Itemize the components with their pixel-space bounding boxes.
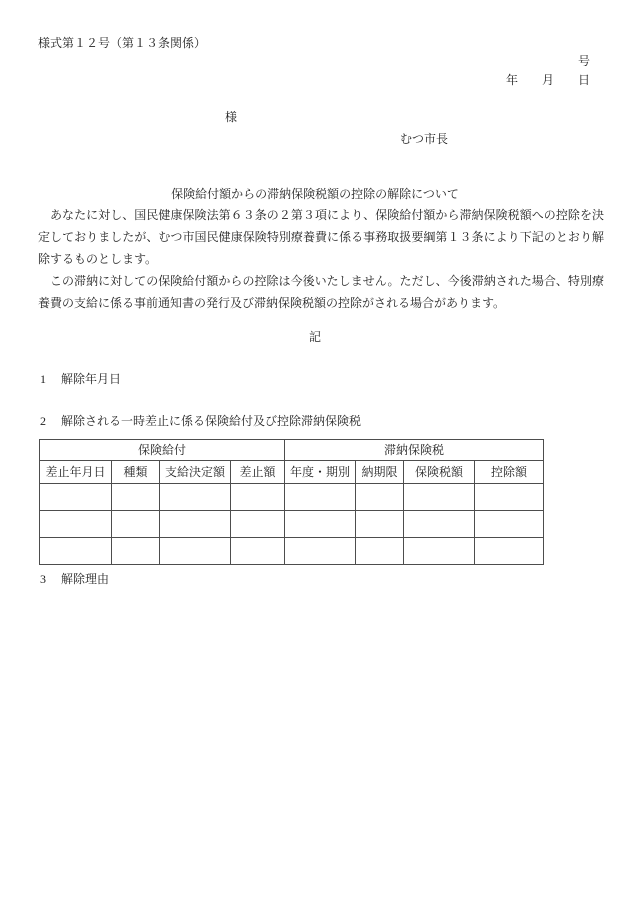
doc-number-label: 号 [577, 54, 590, 68]
col-header-stop-date: 差止年月日 [40, 461, 112, 484]
table-empty-cell [475, 511, 544, 538]
item-1-number: 1 [40, 372, 46, 386]
table-empty-row [40, 511, 544, 538]
table-empty-cell [231, 511, 285, 538]
table-empty-cell [404, 538, 475, 565]
table-body [40, 484, 544, 565]
table-empty-cell [285, 484, 356, 511]
table-empty-cell [160, 484, 231, 511]
table-empty-cell [404, 511, 475, 538]
paragraph-1: あなたに対し、国民健康保険法第６３条の２第３項により、保険給付額から滞納保険税額への控除を決定しておりましたが、むつ市国民健康保険特別療養費に係る事務取扱要綱第１３条により下記のとおり解除するものとします。 [38, 208, 604, 266]
table-empty-cell [356, 511, 404, 538]
col-header-stopped-amount: 差止額 [231, 461, 285, 484]
table-empty-row [40, 484, 544, 511]
date-day-label: 日 [577, 73, 590, 87]
col-header-fiscal-period: 年度・期別 [285, 461, 356, 484]
col-header-decided-amount: 支給決定額 [160, 461, 231, 484]
table-empty-cell [160, 511, 231, 538]
body-text [38, 204, 604, 314]
col-header-deducted-amount: 控除額 [475, 461, 544, 484]
table-empty-cell [285, 538, 356, 565]
item-1 [40, 372, 121, 386]
col-header-due-date: 納期限 [356, 461, 404, 484]
document-title: 保険給付額からの滞納保険税額の控除の解除について [171, 187, 459, 201]
paragraph-2: この滞納に対しての保険給付額からの控除は今後いたしません。ただし、今後滞納された場合、特別療養費の支給に係る事前通知書の発行及び滞納保険税額の控除がされる場合があります。 [38, 274, 604, 310]
record-marker: 記 [308, 330, 321, 344]
table-empty-row [40, 538, 544, 565]
table-group-header-row [40, 440, 544, 461]
release-detail-table [39, 439, 544, 565]
table-empty-cell [112, 538, 160, 565]
item-3 [40, 572, 109, 586]
item-2-number: 2 [40, 414, 46, 428]
item-2 [40, 414, 361, 428]
table-empty-cell [356, 538, 404, 565]
table-empty-cell [40, 538, 112, 565]
table-empty-cell [356, 484, 404, 511]
group-header-delinquent-tax: 滞納保険税 [285, 440, 544, 461]
addressee-suffix: 様 [225, 110, 238, 124]
table-empty-cell [285, 511, 356, 538]
item-3-number: 3 [40, 572, 46, 586]
item-1-label: 解除年月日 [61, 372, 122, 386]
sender-name: むつ市長 [400, 132, 449, 146]
table-empty-cell [40, 511, 112, 538]
group-header-insurance-benefit: 保険給付 [40, 440, 285, 461]
col-header-tax-amount: 保険税額 [404, 461, 475, 484]
date-year-label: 年 [505, 73, 518, 87]
table-empty-cell [112, 511, 160, 538]
table-empty-cell [231, 484, 285, 511]
col-header-type: 種類 [112, 461, 160, 484]
table-column-header-row [40, 461, 544, 484]
item-3-label: 解除理由 [61, 572, 110, 586]
item-2-label: 解除される一時差止に係る保険給付及び控除滞納保険税 [61, 414, 362, 428]
table-empty-cell [475, 484, 544, 511]
form-number: 様式第１２号（第１３条関係） [38, 36, 207, 50]
date-month-label: 月 [541, 73, 554, 87]
table-empty-cell [475, 538, 544, 565]
table-empty-cell [231, 538, 285, 565]
table-empty-cell [112, 484, 160, 511]
date-line [506, 73, 590, 87]
table-empty-cell [160, 538, 231, 565]
table-empty-cell [404, 484, 475, 511]
table-empty-cell [40, 484, 112, 511]
